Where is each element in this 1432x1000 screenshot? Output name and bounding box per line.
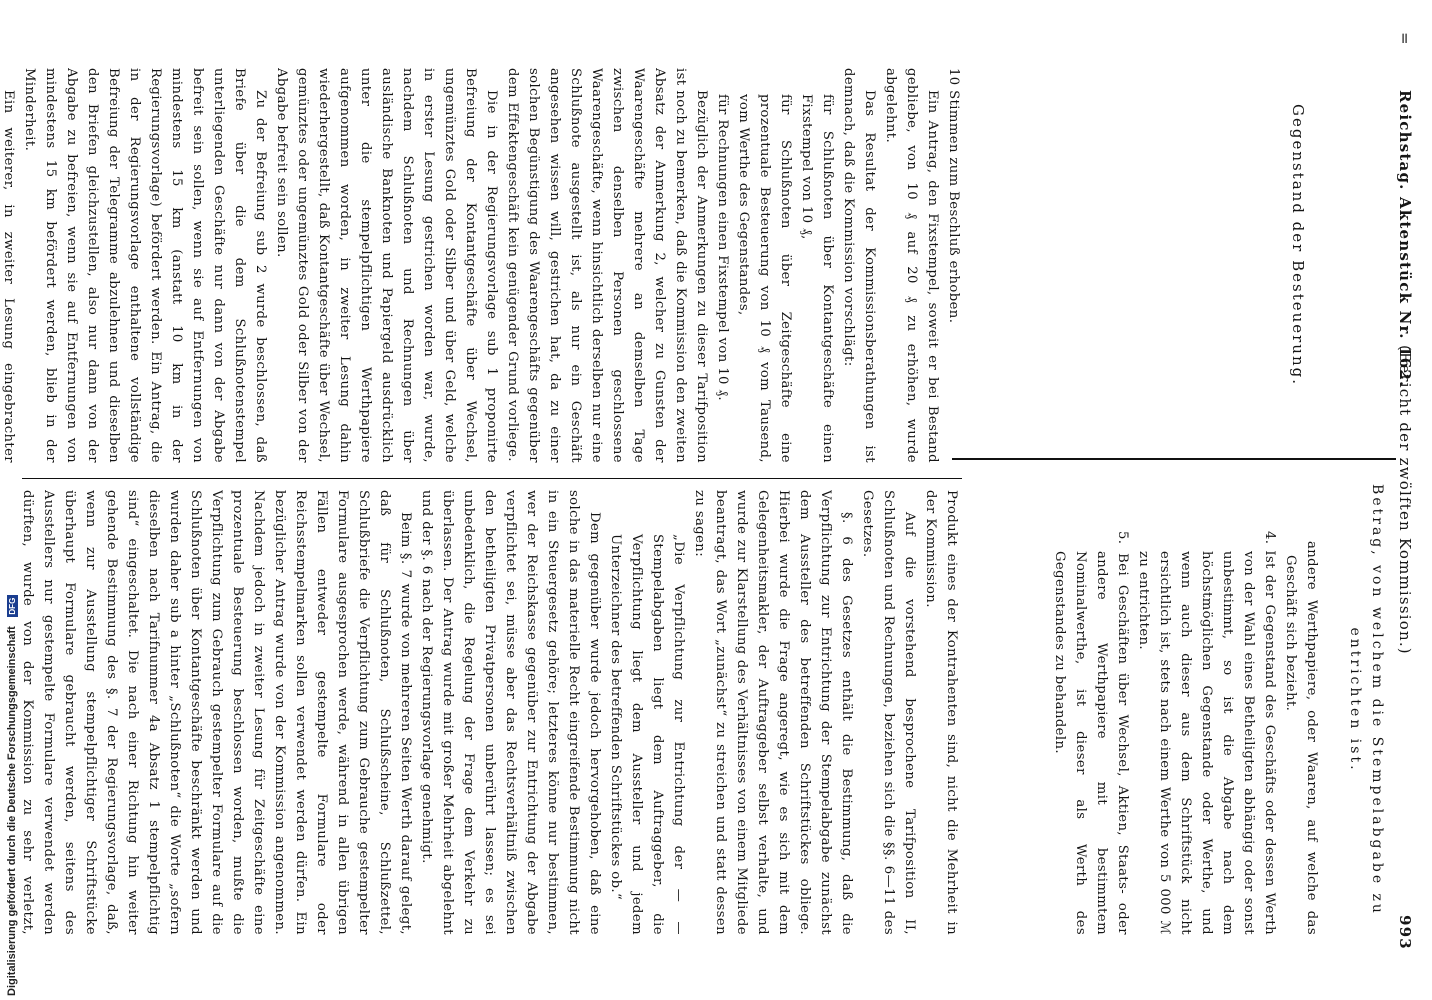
paragraph: für Schlußnoten über Zeitgeschäfte eine prozentuale Besteuerung von 10 ₰ vom Tausend, vom Werthe des Gegenstandes,: [736, 94, 793, 463]
paragraph: Beim §. 7 wurde von mehreren Seiten Werth darauf gelegt, daß für Schlußnoten, Schlußscheine, Schlußzettel, Schlußbriefe die Verpflichtung zum Gebrauche gestempelter Formulare ausgesprochen werde, während in allen übrigen Fällen entweder gestempelte Formulare oder Reichsstempelmarken sollen verwendet werden dürfen. Ein bezüglicher Antrag wurde von der Kommission angenommen. Nachdem jedoch in zweiter Lesung für Zeitgeschäfte eine prozentuale Besteuerung beschlossen worden, mußte die Verpflichtung zum Gebrauch gestempelter Formulare auf die Schlußnoten über Kontantgeschäfte beschränkt werden und wurden daher sub a hinter „Schlußnoten“ die Worte „sofern dieselben nach Tarifnummer 4a Absatz 1 stempelpflichtig sind“ eingeschaltet. Die nach einer Richtung hin weiter gehende Bestimmung des §. 7 der Regierungsvorlage, daß, wenn zur Ausstellung stempelpflichtiger Schriftstücke überhaupt Formulare gebraucht werden, seitens des Ausstellers nur gestempelte Formulare verwendet werden dürften, wurde von der Kommission zu sehr verletzt,: [20, 490, 413, 935]
dfg-logo: DFG: [7, 595, 18, 617]
header-left: Reichstag. Aktenstück Nr. 162.: [1396, 90, 1414, 388]
upper-right-line: 4. Ist der Gegenstand des Geschäfts oder dessen Werth von der Wahl eines Betheiligten abhängig oder sonst unbestimmt, so ist die Abgabe nach dem höchstmöglichen Gegenstande oder Werthe, und wenn auch dieser aus dem Schriftstück nicht ersichtlich ist, stets nach einem Werthe von 5 000 ℳ zu entrichten.: [1136, 531, 1277, 935]
paragraph: Zu der Befreiung sub 2 wurde beschlossen, daß Briefe über die dem Schlußnotenstempel unterliegenden Geschäfte nur dann von der Abgabe befreit sein sollen, wenn sie auf Entfernungen von mindestens 15 km (anstatt 10 km in der Regierungsvorlage) befördert werden. Ein Antrag, die in der Regierungsvorlage enthaltene vollständige Befreiung der Telegramme abzulehnen und dieselben den Briefen gleichzustellen, also nur dann von der Abgabe zu befreien, wenn sie auf Entfernungen von mindestens 15 km befördert werden, blieb in der Minderheit.: [22, 68, 268, 463]
column-rule-top: [956, 458, 1396, 460]
scanned-page: [0, 10, 1432, 990]
paragraph: 10 Stimmen zum Beschluß erhoben.: [946, 68, 961, 324]
upper-right-line: andere Werthpapiere, oder Waaren, auf welche das Geschäft sich bezieht.: [1283, 541, 1319, 935]
paragraph: Dem gegenüber wurde jedoch hervorgehoben, daß eine solche in das materielle Recht eingreifende Bestimmung nicht in ein Steuergesetz gehöre; letzteres könne nur bestimmen, wer der Reichskasse gegenüber zur Entrichtung der Abgabe verpflichtet sei, müsse aber das Rechtsverhältniß zwischen den betheiligten Privatpersonen unberührt lassen; es sei unbedenklich, die Regelung der Frage dem Verkehr zu überlassen. Der Antrag wurde mit großer Mehrheit abgelehnt und der §. 6 nach der Regierungsvorlage genehmigt.: [419, 490, 602, 935]
paragraph: für Rechnungen einen Fixstempel von 10 ₰.: [715, 94, 730, 401]
left-column: [0, 68, 964, 463]
paragraph: §. 6 des Gesetzes enthält die Bestimmung, daß die Verpflichtung zur Entrichtung der Stempelabgabe zunächst dem Aussteller des betreffenden Schriftstückes obliege. Hierbei wurde die Frage angeregt, wie es sich mit dem Gelegenheitsmakler, der Auftraggeber selbst verhalte, und wurde zur Klarstellung des Verhältnisses von einem Mitgliede beantragt, das Wort „zunächst“ zu streichen und statt dessen zu sagen:: [692, 490, 854, 935]
paragraph: für Schlußnoten über Kontantgeschäfte einen Fixstempel von 10 ₰,: [799, 94, 835, 463]
paragraph: Ein weiterer, in zweiter Lesung eingebrachter: [1, 90, 16, 463]
digitization-footer: [6, 595, 18, 996]
quotation: „Die Verpflichtung zur Entrichtung der — — Stempelabgaben liegt dem Auftraggeber, die Verpflichtung liegt dem Aussteller und jedem Unterzeichner des betreffenden Schriftstückes ob.“: [608, 534, 686, 935]
upper-right-block: [1049, 515, 1322, 935]
footer-text: Digitalisierung gefördert durch die Deutsche Forschungsgemeinschaft: [6, 626, 18, 996]
section-heading-right: Betrag, von welchem die Stempelabgabe zu entrichten ist.: [1347, 484, 1385, 916]
paragraph: Auf die vorstehend besprochene Tarifposition II, Schlußnoten und Rechnungen, beziehen sich die §§. 6—11 des Gesetzes.: [860, 490, 917, 935]
section-heading-left: Gegenstand der Besteuerung.: [1289, 103, 1307, 387]
paragraph: Ein Antrag, den Fixstempel, soweit er bei Bestand gebliebe, von 10 ₰ auf 20 ₰ zu erhöhen, wurde abgelehnt.: [883, 68, 940, 463]
margin-mark: =: [1396, 32, 1414, 45]
page-number: 993: [1396, 915, 1414, 950]
header-middle: (Bericht der zwölften Kommission.): [1396, 345, 1414, 655]
right-column: [17, 490, 962, 935]
paragraph: Die in der Regierungsvorlage sub 1 proponirte Befreiung der Kontantgeschäfte über Wechsel, ungemünztes Gold oder Silber und über Geld, welche in erster Lesung gestrichen worden war, wurde, nachdem Schlußnoten und Rechnungen über ausländische Banknoten und Papiergeld ausdrücklich unter die stempelpflichtigen Werthpapiere aufgenommen worden, in zweiter Lesung dahin wiederhergestellt, daß Kontantgeschäfte über Wechsel, gemünztes oder ungemünztes Gold oder Silber von der Abgabe befreit sein sollen.: [274, 68, 499, 463]
upper-right-line: 5. Bei Geschäften über Wechsel, Aktien, Staats- oder andere Werthpapiere mit bestimmtem Nominalwerthe, ist dieser als Werth des Gegenstandes zu behandeln.: [1052, 531, 1130, 935]
paragraph: Bezüglich der Anmerkungen zu dieser Tarifposition ist noch zu bemerken, daß die Kommission den zweiten Absatz der Anmerkung 2, welcher zu Gunsten der Waarengeschäfte mehrere an demselben Tage zwischen denselben Personen geschlossene Waarengeschäfte, wenn hinsichtlich derselben nur eine Schlußnote ausgestellt ist, als nur ein Geschäft angesehen wissen will, gestrichen hat, da zu einer solchen Begünstigung des Waarengeschäfts gegenüber dem Effektengeschäft kein genügender Grund vorliege.: [505, 68, 709, 463]
paragraph: Das Resultat der Kommissionsberathungen ist demnach, daß die Kommission vorschlägt:: [841, 68, 877, 463]
column-divider: [22, 478, 962, 479]
paragraph: Produkt eines der Kontrahenten sind, nicht die Mehrheit in der Kommission.: [923, 490, 959, 935]
